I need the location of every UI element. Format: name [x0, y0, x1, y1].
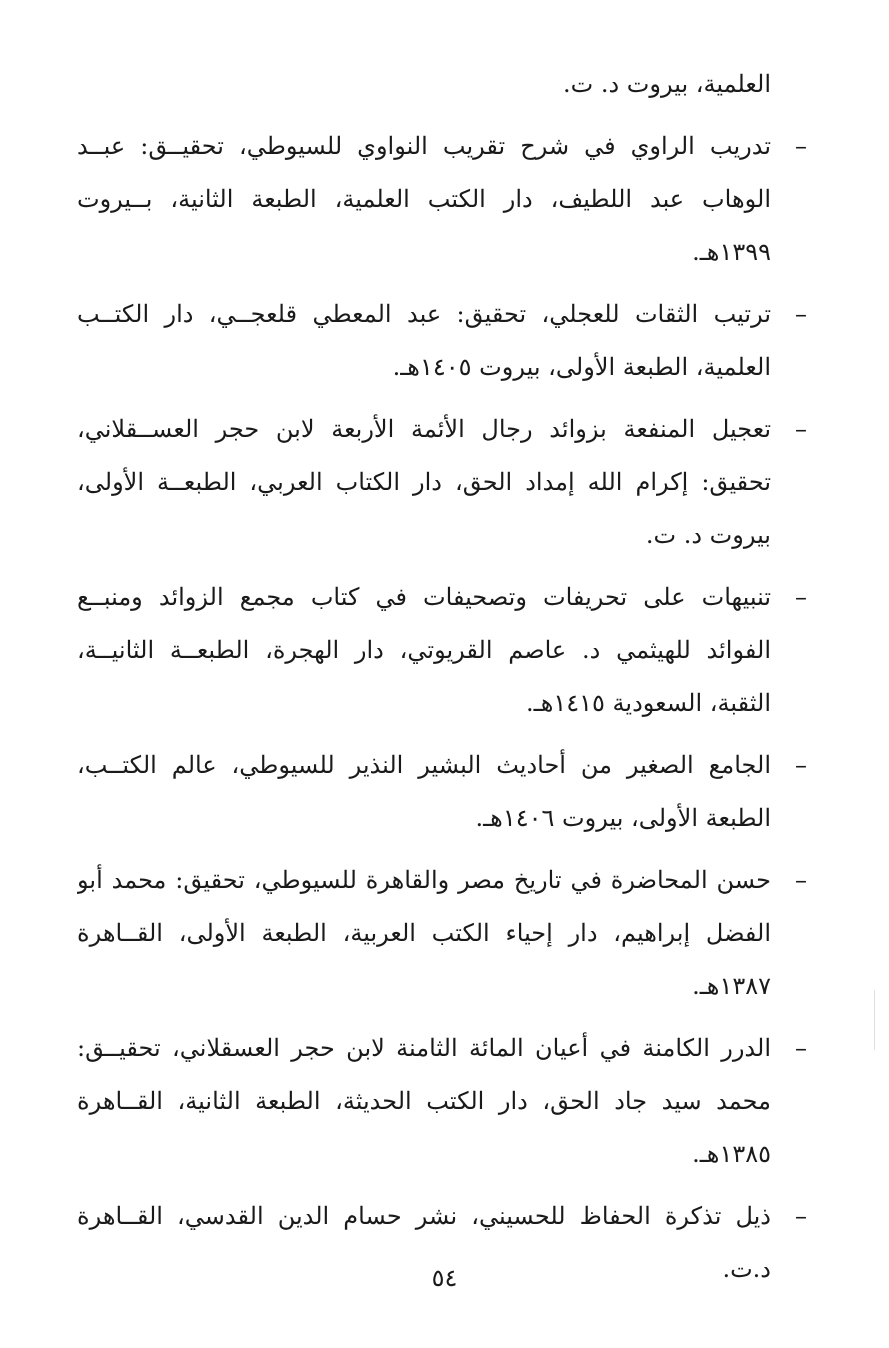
entry-line	[77, 288, 807, 341]
entry-line	[77, 854, 807, 907]
entry-text: الدرر الكامنة في أعيان المائة الثامنة لابن حجر العسقلاني، تحقيــق:	[77, 1034, 771, 1062]
page-number: ٥٤	[431, 1264, 458, 1292]
entry-line: الفضل إبراهيم، دار إحياء الكتب العربية، الطبعة الأولى، القــاهرة	[77, 919, 771, 947]
entry-line: الوهاب عبد اللطيف، دار الكتب العلمية، الطبعة الثانية، بــيروت	[77, 185, 771, 213]
entry-line: ١٣٨٧هـ.	[692, 972, 771, 1000]
bullet-dash: –	[795, 132, 807, 160]
entry-line	[77, 1022, 807, 1075]
entry-line	[77, 1190, 807, 1243]
bibliography-entry	[77, 571, 807, 730]
bibliography-list	[77, 58, 807, 1296]
entry-text: تنبيهات على تحريفات وتصحيفات في كتاب مجمع الزوائد ومنبــع	[77, 583, 771, 611]
entry-text: تعجيل المنفعة بزوائد رجال الأئمة الأربعة لابن حجر العســقلاني،	[77, 415, 771, 443]
entry-line: العلمية، الطبعة الأولى، بيروت ١٤٠٥هـ.	[392, 353, 771, 381]
entry-line: بيروت د. ت.	[645, 521, 771, 549]
entry-text: حسن المحاضرة في تاريخ مصر والقاهرة للسيوطي، تحقيق: محمد أبو	[77, 866, 771, 894]
entry-line: الطبعة الأولى، بيروت ١٤٠٦هـ.	[475, 804, 771, 832]
entry-line: الثقبة، السعودية ١٤١٥هـ.	[526, 689, 771, 717]
entry-text: الجامع الصغير من أحاديث البشير النذير للسيوطي، عالم الكتــب،	[77, 751, 771, 779]
page-edge-mark	[874, 990, 875, 1050]
bibliography-entry	[77, 120, 807, 279]
bullet-dash: –	[795, 583, 807, 611]
entry-text: ترتيب الثقات للعجلي، تحقيق: عبد المعطي قلعجــي، دار الكتــب	[77, 300, 771, 328]
bullet-dash: –	[795, 751, 807, 779]
bullet-dash: –	[795, 415, 807, 443]
entry-line: محمد سيد جاد الحق، دار الكتب الحديثة، الطبعة الثانية، القــاهرة	[77, 1087, 771, 1115]
bibliography-entry	[77, 403, 807, 562]
entry-line	[77, 120, 807, 173]
bibliography-entry	[77, 854, 807, 1013]
bibliography-entry	[77, 739, 807, 845]
entries-container	[77, 120, 807, 1296]
entry-line: الفوائد للهيثمي د. عاصم القريوتي، دار الهجرة، الطبعــة الثانيــة،	[77, 636, 771, 664]
entry-text: ذيل تذكرة الحفاظ للحسيني، نشر حسام الدين القدسي، القــاهرة	[77, 1202, 771, 1230]
bibliography-entry	[77, 1022, 807, 1181]
entry-line: ١٣٩٩هـ.	[692, 238, 771, 266]
entry-text: تدريب الراوي في شرح تقريب النواوي للسيوطي، تحقيــق: عبــد	[77, 132, 771, 160]
bullet-dash: –	[795, 1202, 807, 1230]
bullet-dash: –	[795, 300, 807, 328]
entry-line: ١٣٨٥هـ.	[692, 1140, 771, 1168]
bullet-dash: –	[795, 866, 807, 894]
entry-line	[77, 739, 807, 792]
entry-line	[77, 403, 807, 456]
bibliography-entry	[77, 288, 807, 394]
entry-line: د.ت.	[722, 1255, 771, 1283]
continuation-line: العلمية، بيروت د. ت.	[562, 70, 771, 98]
bullet-dash: –	[795, 1034, 807, 1062]
entry-line	[77, 571, 807, 624]
entry-line: تحقيق: إكرام الله إمداد الحق، دار الكتاب العربي، الطبعــة الأولى،	[77, 468, 771, 496]
